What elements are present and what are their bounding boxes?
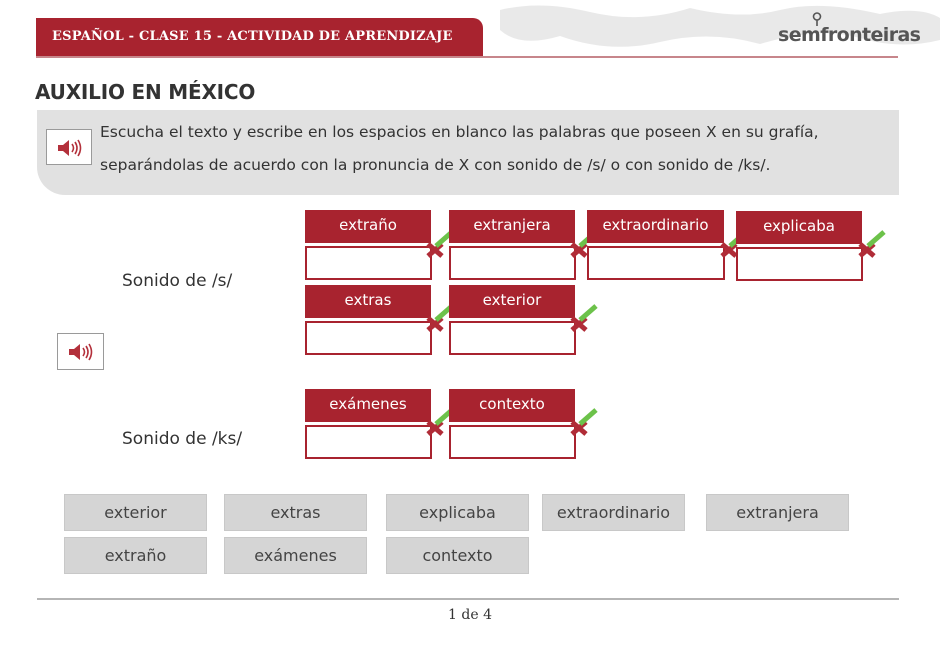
- word-tag: explicaba: [736, 211, 862, 244]
- check-cross-icon: [564, 404, 598, 438]
- answer-slot[interactable]: [305, 425, 432, 459]
- speaker-icon: [56, 137, 84, 159]
- answer-slot[interactable]: [449, 425, 576, 459]
- bank-word[interactable]: extraño: [64, 537, 207, 574]
- instruction-text: Escucha el texto y escribe en los espacios en blanco las palabras que poseen X en su grafía, separándolas de acuerdo con la pronuncia de X con sonido de /s/ o con sonido de /ks/.: [100, 123, 819, 174]
- word-tag: exterior: [449, 285, 575, 318]
- bank-word[interactable]: extraordinario: [542, 494, 685, 531]
- bank-word[interactable]: extranjera: [706, 494, 849, 531]
- bank-word[interactable]: contexto: [386, 537, 529, 574]
- speaker-icon: [67, 341, 95, 363]
- word-tag: exámenes: [305, 389, 431, 422]
- header-divider: [36, 56, 898, 58]
- word-tag: contexto: [449, 389, 575, 422]
- page-title: AUXILIO EN MÉXICO: [35, 80, 256, 104]
- answer-slot[interactable]: [587, 246, 725, 280]
- check-cross-icon: [852, 226, 886, 260]
- brand-logo: semfronteiras: [778, 24, 921, 46]
- word-tag: extraordinario: [587, 210, 724, 243]
- word-tag: extranjera: [449, 210, 575, 243]
- text-audio-button[interactable]: [57, 333, 104, 370]
- answer-slot[interactable]: [449, 246, 576, 280]
- word-tag: extraño: [305, 210, 431, 243]
- answer-slot[interactable]: [449, 321, 576, 355]
- footer-divider: [37, 598, 899, 600]
- word-tag: extras: [305, 285, 431, 318]
- check-cross-icon: [564, 300, 598, 334]
- bank-word[interactable]: exterior: [64, 494, 207, 531]
- group-label-ks: Sonido de /ks/: [122, 429, 243, 449]
- answer-slot[interactable]: [305, 321, 432, 355]
- bank-word[interactable]: extras: [224, 494, 367, 531]
- answer-slot[interactable]: [736, 247, 863, 281]
- group-label-s: Sonido de /s/: [122, 271, 233, 291]
- bank-word[interactable]: explicaba: [386, 494, 529, 531]
- lesson-title: ESPAÑOL - CLASE 15 - ACTIVIDAD DE APRENDIZAJE: [52, 29, 453, 44]
- bank-word[interactable]: exámenes: [224, 537, 367, 574]
- instruction-audio-button[interactable]: [46, 129, 92, 165]
- page-indicator: 1 de 4: [448, 607, 492, 623]
- answer-slot[interactable]: [305, 246, 432, 280]
